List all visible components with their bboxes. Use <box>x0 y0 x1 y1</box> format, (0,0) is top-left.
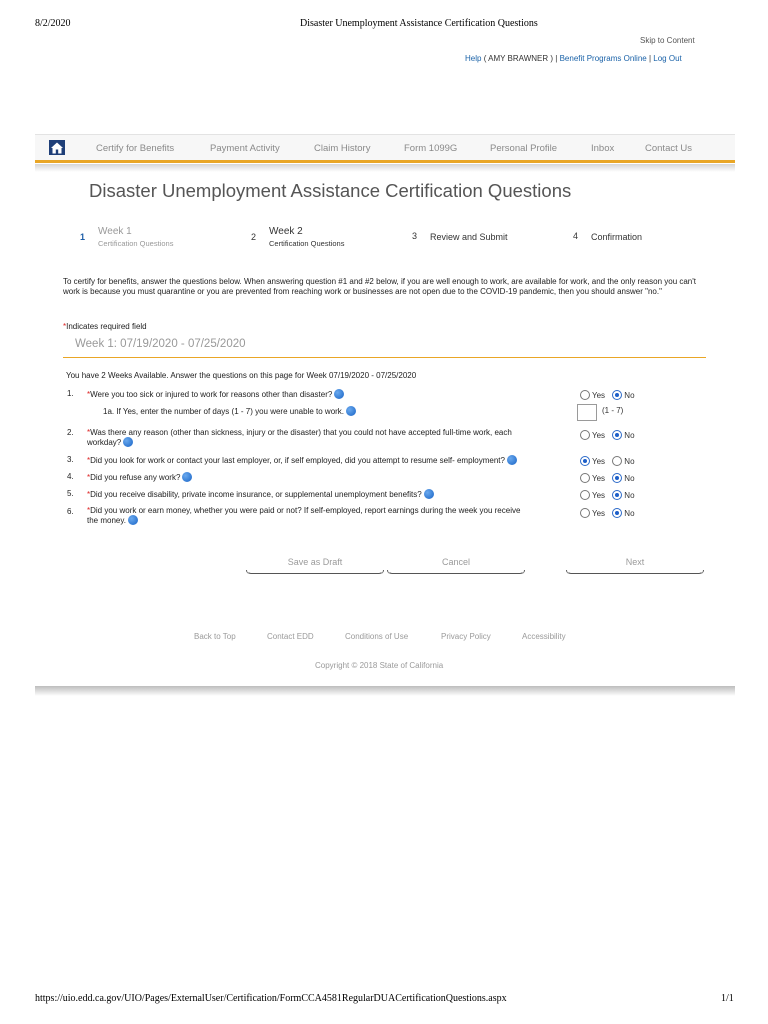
nav-inbox[interactable]: Inbox <box>591 143 615 154</box>
required-star: * <box>87 428 91 437</box>
question-5-number: 5. <box>67 489 74 498</box>
radio-label: Yes <box>592 391 606 400</box>
nav-accent-bar <box>35 160 735 163</box>
weeks-available-text: You have 2 Weeks Available. Answer the questions on this page for Week 07/19/2020 - 07/25/2020 <box>66 371 417 380</box>
question-6-yes[interactable] <box>580 509 605 518</box>
question-1-label: Were you too sick or injured to work for reasons other than disaster? <box>90 390 333 399</box>
info-icon[interactable] <box>334 389 344 399</box>
benefit-programs-link[interactable]: Benefit Programs Online <box>559 54 647 63</box>
save-as-draft-button[interactable]: Save as Draft <box>247 553 383 574</box>
copyright-text: Copyright © 2018 State of California <box>315 661 444 670</box>
question-2-label-line1: Was there any reason (other than sickness, injury or the disaster) that you could not have accepted full-time work, each <box>90 428 512 437</box>
radio-button[interactable] <box>612 456 622 466</box>
question-6-label-line2: the money. <box>87 516 126 525</box>
required-star: * <box>87 473 91 482</box>
nav-certify-for-benefits[interactable]: Certify for Benefits <box>96 143 175 154</box>
radio-label: No <box>624 491 635 500</box>
question-6-radio-group <box>580 508 640 518</box>
question-6-label-line1: Did you work or earn money, whether you were paid or not? If self-employed, report earnings during the week you receive <box>90 506 521 515</box>
info-icon[interactable] <box>123 437 133 447</box>
step-4-number: 4 <box>573 231 579 241</box>
question-2-number: 2. <box>67 428 74 437</box>
skip-to-content-link[interactable]: Skip to Content <box>640 36 695 45</box>
home-icon[interactable] <box>49 140 65 155</box>
radio-button[interactable] <box>580 490 590 500</box>
radio-label: No <box>624 474 635 483</box>
info-icon[interactable] <box>424 489 434 499</box>
step-3-label: Review and Submit <box>430 232 508 242</box>
radio-button[interactable] <box>580 390 590 400</box>
question-2-no[interactable] <box>612 431 634 440</box>
required-star: * <box>87 390 91 399</box>
question-6-text <box>87 506 520 525</box>
page-title: Disaster Unemployment Assistance Certification Questions <box>89 180 572 201</box>
print-title: Disaster Unemployment Assistance Certification Questions <box>300 18 538 29</box>
radio-button-selected[interactable] <box>612 430 622 440</box>
days-range-hint: (1 - 7) <box>602 406 624 415</box>
radio-button-selected[interactable] <box>612 508 622 518</box>
separator: | <box>555 54 558 63</box>
account-links <box>465 54 682 63</box>
question-3-yes[interactable] <box>580 457 605 466</box>
required-star: * <box>63 322 67 331</box>
question-3-text <box>87 455 517 465</box>
info-icon[interactable] <box>507 455 517 465</box>
question-6-number: 6. <box>67 507 74 516</box>
print-date: 8/2/2020 <box>35 18 71 29</box>
radio-button-selected[interactable] <box>612 473 622 483</box>
nav-form-1099g[interactable]: Form 1099G <box>404 143 458 154</box>
step-2-label: Week 2 <box>269 226 303 237</box>
question-4-number: 4. <box>67 472 74 481</box>
question-4-label: Did you refuse any work? <box>90 473 181 482</box>
radio-button[interactable] <box>580 430 590 440</box>
radio-label: No <box>624 509 635 518</box>
question-1-number: 1. <box>67 389 74 398</box>
step-3-number: 3 <box>412 231 418 241</box>
radio-button-selected[interactable] <box>612 490 622 500</box>
separator: | <box>648 54 652 63</box>
back-to-top-link[interactable]: Back to Top <box>194 632 236 641</box>
radio-label: No <box>624 391 635 400</box>
question-2-radio-group <box>580 430 640 440</box>
question-3-radio-group <box>580 456 640 466</box>
info-icon[interactable] <box>128 515 138 525</box>
question-4-no[interactable] <box>612 474 634 483</box>
radio-label: Yes <box>592 491 606 500</box>
print-page-number: 1/1 <box>721 993 734 1004</box>
conditions-of-use-link[interactable]: Conditions of Use <box>345 632 409 641</box>
question-4-yes[interactable] <box>580 474 605 483</box>
question-1-radio-group <box>580 390 640 400</box>
question-1a-label: 1a. If Yes, enter the number of days (1 - 7) you were unable to work. <box>103 407 345 416</box>
radio-label: Yes <box>592 457 606 466</box>
next-button[interactable]: Next <box>567 553 703 574</box>
accessibility-link[interactable]: Accessibility <box>522 632 566 641</box>
question-5-text <box>87 489 434 499</box>
question-3-number: 3. <box>67 455 74 464</box>
question-2-label-line2: workday? <box>87 438 122 447</box>
required-star: * <box>87 490 91 499</box>
question-1-no[interactable] <box>612 391 634 400</box>
radio-label: Yes <box>592 431 606 440</box>
step-4-label: Confirmation <box>591 232 643 242</box>
question-5-radio-group <box>580 490 640 500</box>
question-2-text <box>87 428 512 447</box>
required-star: * <box>87 506 91 515</box>
required-star: * <box>87 456 91 465</box>
week-divider <box>63 357 706 358</box>
question-4-text <box>87 472 192 482</box>
radio-button[interactable] <box>580 473 590 483</box>
question-3-no[interactable] <box>612 457 634 466</box>
step-1-sub: Certification Questions <box>98 239 174 248</box>
user-name: ( AMY BRAWNER ) <box>483 54 554 63</box>
question-2-yes[interactable] <box>580 431 605 440</box>
question-4-radio-group <box>580 473 640 483</box>
contact-edd-link[interactable]: Contact EDD <box>267 632 314 641</box>
question-1a-text <box>103 406 356 416</box>
question-3-label: Did you look for work or contact your last employer, or, if self employed, did you attempt to resume self- employment? <box>90 456 505 465</box>
nav-claim-history[interactable]: Claim History <box>314 143 371 154</box>
nav-shadow <box>35 164 735 172</box>
instructions-text: To certify for benefits, answer the questions below. When answering question #1 and #2 below, if you are well enough to work, are available for work, and the only reason you can't work is because you must quarantine or you are prevented from reaching work or businesses are not open due to the COVID-19 pandemic, then you should answer "no." <box>63 277 697 296</box>
radio-button-selected[interactable] <box>580 456 590 466</box>
question-1-yes[interactable] <box>580 391 605 400</box>
step-1-label: Week 1 <box>98 226 132 237</box>
radio-button-selected[interactable] <box>612 390 622 400</box>
info-icon[interactable] <box>182 472 192 482</box>
page-bottom-shadow <box>35 686 735 696</box>
nav-payment-activity[interactable]: Payment Activity <box>210 143 280 154</box>
logout-link[interactable]: Log Out <box>653 54 682 63</box>
print-url: https://uio.edd.ca.gov/UIO/Pages/ExternalUser/Certification/FormCCA4581RegularDUACertificationQuestions.aspx <box>35 993 507 1004</box>
step-1-number: 1 <box>80 232 86 242</box>
week-heading: Week 1: 07/19/2020 - 07/25/2020 <box>75 338 246 350</box>
radio-label: No <box>624 431 635 440</box>
question-1-text <box>87 389 344 399</box>
radio-label: No <box>624 457 635 466</box>
step-2-number: 2 <box>251 232 257 242</box>
radio-button[interactable] <box>580 508 590 518</box>
radio-label: Yes <box>592 509 606 518</box>
question-5-no[interactable] <box>612 491 634 500</box>
nav-personal-profile[interactable]: Personal Profile <box>490 143 558 154</box>
cancel-button[interactable]: Cancel <box>388 553 524 574</box>
days-unable-input[interactable] <box>577 404 597 421</box>
help-link[interactable]: Help <box>465 54 482 63</box>
radio-label: Yes <box>592 474 606 483</box>
nav-contact-us[interactable]: Contact Us <box>645 143 692 154</box>
info-icon[interactable] <box>346 406 356 416</box>
question-5-yes[interactable] <box>580 491 605 500</box>
question-5-label: Did you receive disability, private income insurance, or supplemental unemployment benefits? <box>90 490 422 499</box>
privacy-policy-link[interactable]: Privacy Policy <box>441 632 491 641</box>
required-note-text: Indicates required field <box>66 322 147 331</box>
step-2-sub: Certification Questions <box>269 239 345 248</box>
question-6-no[interactable] <box>612 509 634 518</box>
required-field-note <box>63 322 147 331</box>
